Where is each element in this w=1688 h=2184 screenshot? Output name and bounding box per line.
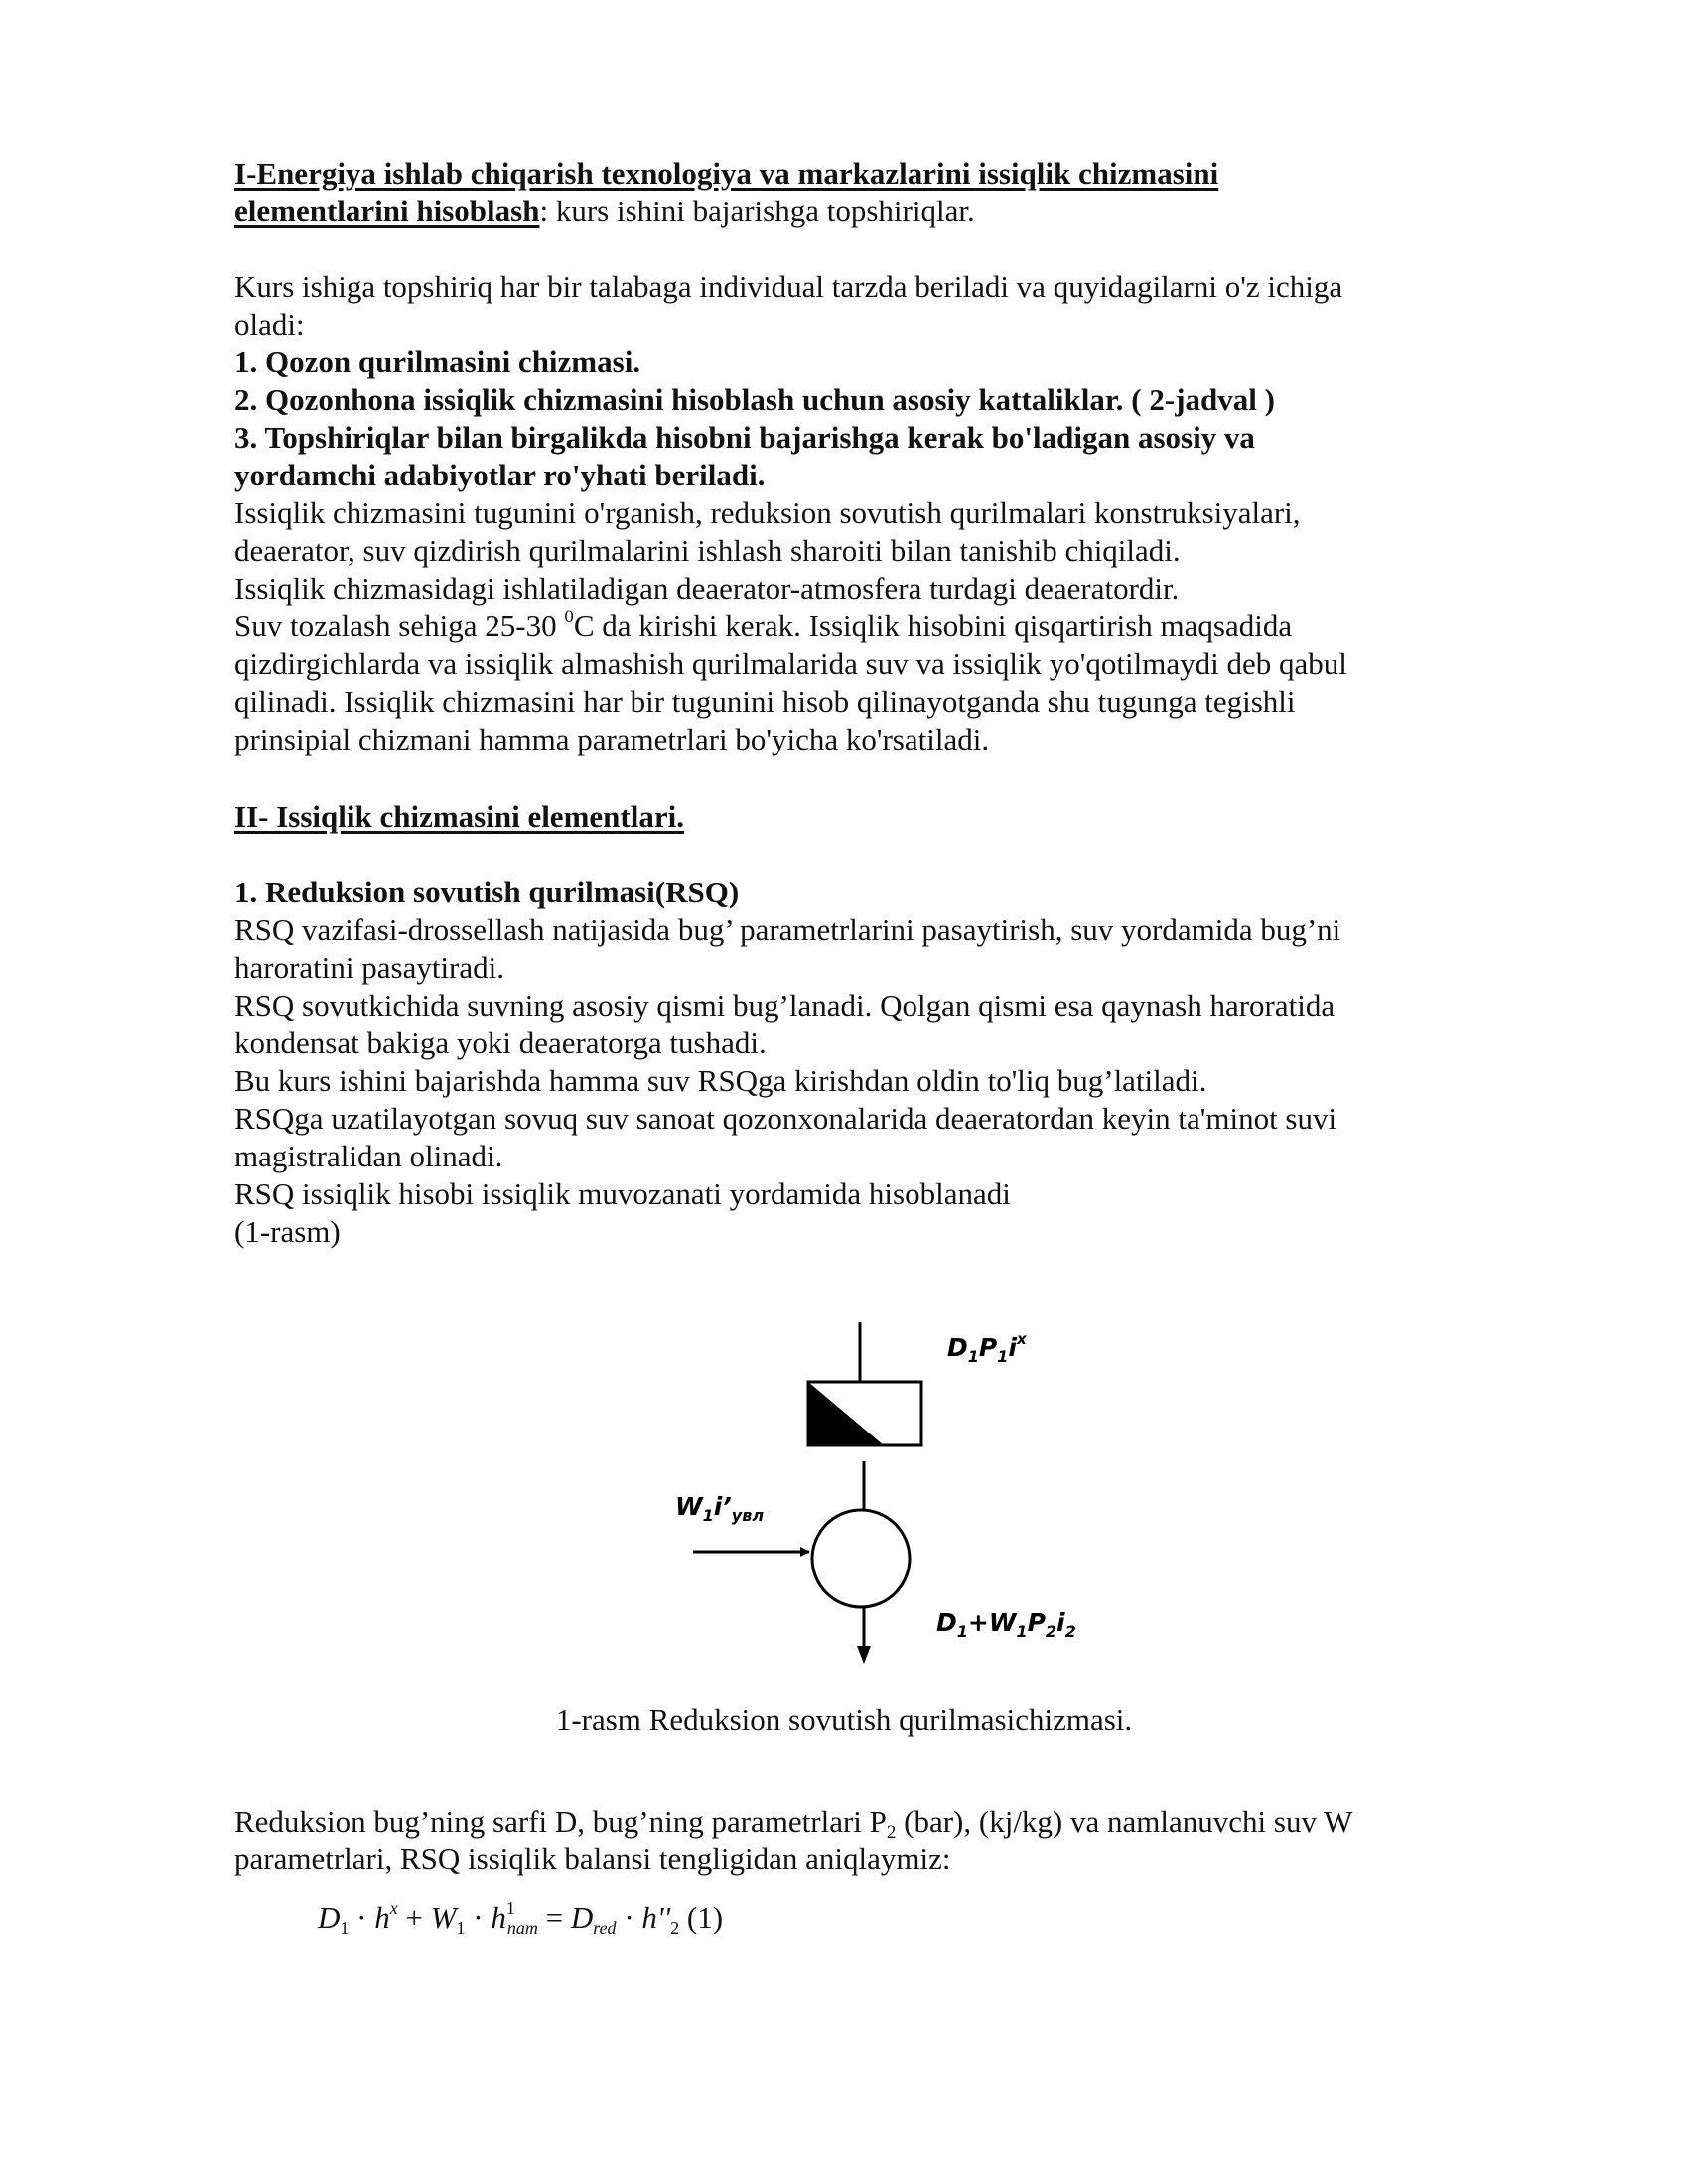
- outlet-arrowhead: [857, 1646, 871, 1664]
- cooler-circle: [812, 1510, 910, 1607]
- rsq-line5: Bu kurs ishini bajarishda hamma suv RSQga kirishdan oldin to'liq bug’latiladi.: [234, 1063, 1207, 1098]
- closing-p2-subscript: 2: [886, 1822, 897, 1843]
- body-line5: qizdirgichlarda va issiqlik almashish qurilmalarida suv va issiqlik yo'qotilmaydi deb qabul: [234, 646, 1347, 681]
- label-steam-inlet: $D_1P_1i^x$: [947, 1330, 1027, 1366]
- body-line3: Issiqlik chizmasidagi ishlatiladigan deaerator-atmosfera turdagi deaeratordir.: [234, 571, 1180, 606]
- intro-paragraph-line1: Kurs ishiga topshiriq har bir talabaga individual tarzda beriladi va quyidagilarni o'z ichiga: [234, 269, 1343, 304]
- body-line7: prinsipial chizmani hamma parametrlari bo'yicha ko'rsatiladi.: [234, 722, 990, 756]
- closing-line1-start: Reduksion bug’ning sarfi D, bug’ning parametrlari P: [234, 1804, 887, 1839]
- rsq-line6: RSQga uzatilayotgan sovuq suv sanoat qozonxonalarida deaeratordan keyin ta'minot suvi: [234, 1101, 1337, 1136]
- body-line6: qilinadi. Issiqlik chizmasini har bir tugunini hisob qilinayotganda shu tugunga tegishli: [234, 684, 1296, 719]
- section1-title-bold: elementlarini hisoblash: [234, 194, 540, 228]
- figure-caption: 1-rasm Reduksion sovutish qurilmasichizmasi.: [555, 1703, 1133, 1737]
- closing-line1: [234, 1803, 1485, 1841]
- rsq-line8: RSQ issiqlik hisobi issiqlik muvozanati yordamida hisoblanadi: [234, 1176, 1011, 1211]
- section2-heading: II- Issiqlik chizmasini elementlari.: [234, 799, 684, 834]
- rsq-line7: magistralidan olinadi.: [234, 1139, 503, 1173]
- degree-superscript: 0: [564, 607, 574, 627]
- rsq-line4: kondensat bakiga yoki deaeratorga tushadi.: [234, 1025, 767, 1060]
- list-item-3-line2: yordamchi adabiyotlar ro'yhati beriladi.: [234, 458, 766, 492]
- list-item-2: 2. Qozonhona issiqlik chizmasini hisoblash uchun asosiy kattaliklar. ( 2-jadval ): [234, 382, 1275, 417]
- body-line1: Issiqlik chizmasini tugunini o'rganish, reduksion sovutish qurilmalari konstruksiyalari,: [234, 495, 1301, 530]
- rsq-line3: RSQ sovutkichida suvning asosiy qismi bug’lanadi. Qolgan qismi esa qaynash haroratida: [234, 988, 1336, 1023]
- rsq-line1: RSQ vazifasi-drossellash natijasida bug’ parametrlarini pasaytirish, suv yordamida bug’ni: [234, 912, 1341, 947]
- body-line4-start: Suv tozalash sehiga 25-30: [234, 609, 565, 643]
- section1-title-line1: I-Energiya ishlab chiqarish texnologiya va markazlarini issiqlik chizmasini: [234, 156, 1219, 191]
- heat-balance-formula: $D_1 \cdot h^x + W_1 \cdot h^1_{nam} = D_{red} \cdot h''_2$ (1): [318, 1898, 724, 1938]
- rsq-line9: (1-rasm): [234, 1214, 341, 1249]
- closing-line2: parametrlari, RSQ issiqlik balansi tengligidan aniqlaymiz:: [234, 1842, 951, 1876]
- list-item-3-line1: 3. Topshiriqlar bilan birgalikda hisobni bajarishga kerak bo'ladigan asosiy va: [234, 420, 1255, 455]
- body-line4-end: C da kirishi kerak. Issiqlik hisobini qisqartirish maqsadida: [573, 609, 1293, 643]
- closing-line1-end: (bar), (kj/kg) va namlanuvchi suv W: [896, 1804, 1353, 1839]
- label-water-inlet: $W_1i’_{увл}$: [675, 1492, 765, 1525]
- list-item-1: 1. Qozon qurilmasini chizmasi.: [234, 344, 641, 379]
- rsq-subheading: 1. Reduksion sovutish qurilmasi(RSQ): [234, 875, 740, 909]
- section1-title-suffix: : kurs ishini bajarishga topshiriqlar.: [539, 194, 975, 228]
- rsq-line2: haroratini pasaytiradi.: [234, 950, 505, 985]
- body-line2: deaerator, suv qizdirish qurilmalarini ishlash sharoiti bilan tanishib chiqiladi.: [234, 533, 1181, 568]
- label-outlet: $D_1+W_1P_2i_2$: [936, 1608, 1076, 1641]
- intro-paragraph-line2: oladi:: [234, 307, 305, 341]
